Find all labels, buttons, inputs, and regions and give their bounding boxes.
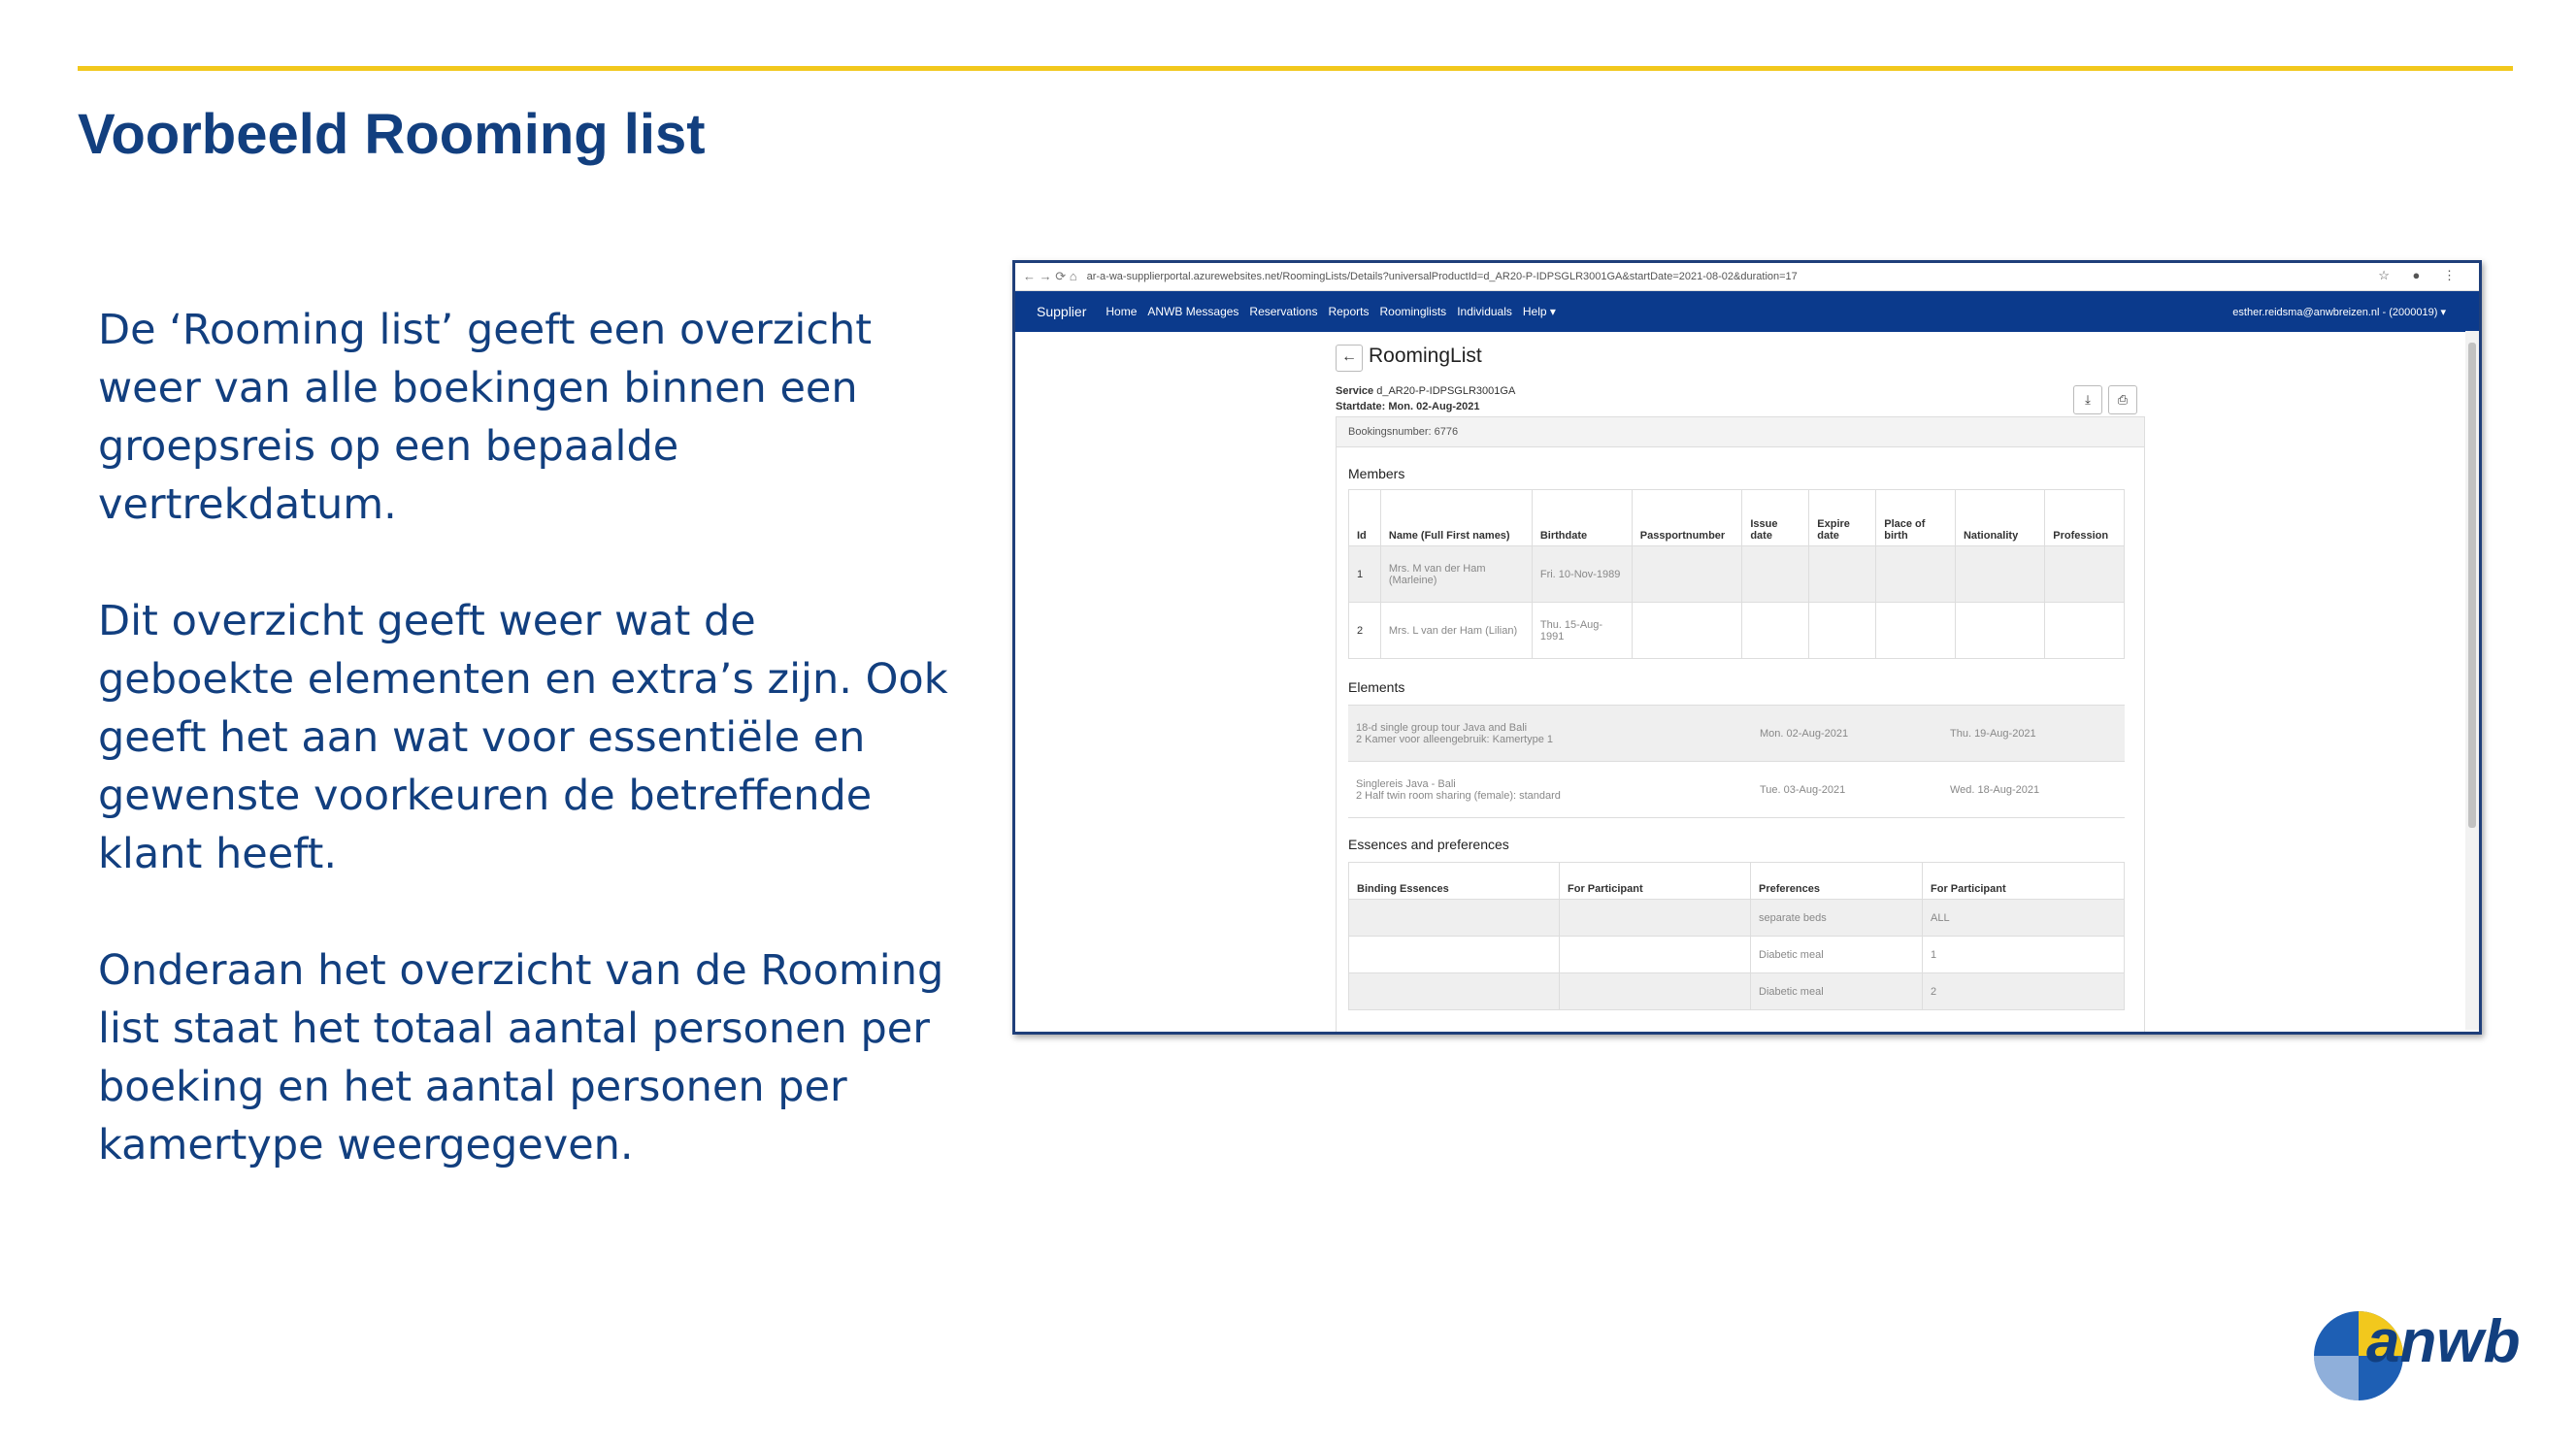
print-icon: ⎙ [2117, 392, 2129, 407]
browser-address-bar[interactable] [1015, 263, 2479, 291]
startdate-line: Startdate: Mon. 02-Aug-2021 [1336, 401, 1480, 412]
print-button[interactable] [2108, 385, 2137, 414]
preference-participant: 1 [1923, 937, 2125, 973]
element-description: 18-d single group tour Java and Bali 2 Kamer voor alleengebruik: Kamertype 1 [1348, 706, 1752, 762]
element-start-date: Mon. 02-Aug-2021 [1752, 706, 1942, 762]
scrollbar-thumb[interactable] [2468, 343, 2476, 828]
col-place-of-birth: Place of birth [1876, 490, 1956, 546]
paragraph-elements: Dit overzicht geeft weer wat de geboekte elementen en extra’s zijn. Ook geeft het aan wat voor essentiële en gewenste voorkeuren de betreffende klant heeft. [98, 597, 948, 878]
download-button[interactable] [2073, 385, 2102, 414]
anwb-logo [2300, 1286, 2533, 1407]
elements-table [1348, 705, 2125, 818]
col-for-participant-2: For Participant [1923, 863, 2125, 900]
essences-heading: Essences and preferences [1348, 837, 1509, 852]
user-menu[interactable]: esther.reidsma@anwbreizen.nl - (2000019) ▾ [2232, 306, 2446, 318]
page-content [1015, 331, 2461, 1032]
booking-card [1336, 416, 2145, 1035]
members-header-row [1349, 490, 2125, 546]
back-button[interactable] [1336, 345, 1363, 372]
address-url[interactable]: ar-a-wa-supplierportal.azurewebsites.net/RoomingLists/Details?universalProductId=d_AR20-P-IDPSGLR3001GA&startDate=2021-08-02&duration=17 [1086, 271, 1798, 282]
top-navbar [1015, 291, 2479, 332]
member-birthdate: Fri. 10-Nov-1989 [1532, 546, 1632, 603]
preference: Diabetic meal [1751, 937, 1923, 973]
element-description: Singlereis Java - Bali 2 Half twin room sharing (female): standard [1348, 762, 1752, 818]
element-end-date: Wed. 18-Aug-2021 [1942, 762, 2125, 818]
service-value: d_AR20-P-IDPSGLR3001GA [1376, 385, 1516, 397]
paragraph-intro: De ‘Rooming list’ geeft een overzicht weer van alle boekingen binnen een groepsreis op een bepaalde vertrekdatum. [98, 306, 873, 529]
table-row [1349, 937, 2125, 973]
table-row [1349, 546, 2125, 603]
col-nationality: Nationality [1955, 490, 2044, 546]
col-issue-date: Issue date [1742, 490, 1809, 546]
slide-body [98, 301, 952, 1233]
slide-title: Voorbeeld Rooming list [78, 103, 706, 166]
preference: Diabetic meal [1751, 973, 1923, 1010]
col-for-participant: For Participant [1560, 863, 1751, 900]
table-row [1349, 603, 2125, 659]
page-scrollbar[interactable] [2465, 331, 2479, 1030]
download-icon: ⤓ [2085, 392, 2091, 407]
members-heading: Members [1348, 466, 1405, 481]
member-id: 1 [1349, 546, 1381, 603]
element-start-date: Tue. 03-Aug-2021 [1752, 762, 1942, 818]
preference: separate beds [1751, 900, 1923, 937]
nav-home[interactable]: Home [1106, 305, 1138, 318]
table-row [1349, 973, 2125, 1010]
col-passport: Passportnumber [1632, 490, 1742, 546]
table-row [1348, 762, 2125, 818]
col-name: Name (Full First names) [1380, 490, 1532, 546]
table-row [1348, 706, 2125, 762]
logo-wordmark: anwb [2366, 1308, 2521, 1375]
col-birthdate: Birthdate [1532, 490, 1632, 546]
paragraph-totals: Onderaan het overzicht van de Rooming list staat het totaal aantal personen per boeking en het aantal personen per kamertype weergegeven. [98, 946, 944, 1169]
nav-roominglists[interactable]: Roominglists [1379, 305, 1447, 318]
nav-help[interactable]: Help ▾ [1522, 305, 1556, 318]
booking-number: Bookingsnumber: 6776 [1337, 417, 2144, 447]
back-arrow-icon: ← [1341, 348, 1357, 365]
members-table [1348, 489, 2125, 659]
preference-participant: 2 [1923, 973, 2125, 1010]
col-binding-essences: Binding Essences [1349, 863, 1560, 900]
col-profession: Profession [2045, 490, 2125, 546]
nav-reports[interactable]: Reports [1328, 305, 1370, 318]
col-id: Id [1349, 490, 1381, 546]
navbar-brand[interactable]: Supplier [1037, 304, 1087, 319]
page-title: RoomingList [1369, 345, 1482, 367]
browser-nav-icons[interactable]: ← → ⟳ ⌂ [1023, 269, 1077, 283]
logo-globe-segment [2314, 1356, 2359, 1400]
essences-table [1348, 862, 2125, 1010]
elements-heading: Elements [1348, 679, 1405, 695]
element-end-date: Thu. 19-Aug-2021 [1942, 706, 2125, 762]
title-underline [78, 66, 2513, 71]
table-row [1349, 900, 2125, 937]
member-birthdate: Thu. 15-Aug-1991 [1532, 603, 1632, 659]
member-name: Mrs. M van der Ham (Marleine) [1380, 546, 1532, 603]
member-id: 2 [1349, 603, 1381, 659]
rooming-list-screenshot [1012, 260, 2482, 1035]
nav-individuals[interactable]: Individuals [1457, 305, 1512, 318]
essences-header-row [1349, 863, 2125, 900]
service-label: Service [1336, 385, 1374, 397]
col-preferences: Preferences [1751, 863, 1923, 900]
col-expire-date: Expire date [1809, 490, 1876, 546]
preference-participant: ALL [1923, 900, 2125, 937]
nav-reservations[interactable]: Reservations [1249, 305, 1318, 318]
member-name: Mrs. L van der Ham (Lilian) [1380, 603, 1532, 659]
browser-toolbar-icons[interactable]: ☆ ● ⋮ [2378, 268, 2465, 282]
nav-anwb-messages[interactable]: ANWB Messages [1147, 305, 1239, 318]
service-line [1336, 385, 1515, 397]
